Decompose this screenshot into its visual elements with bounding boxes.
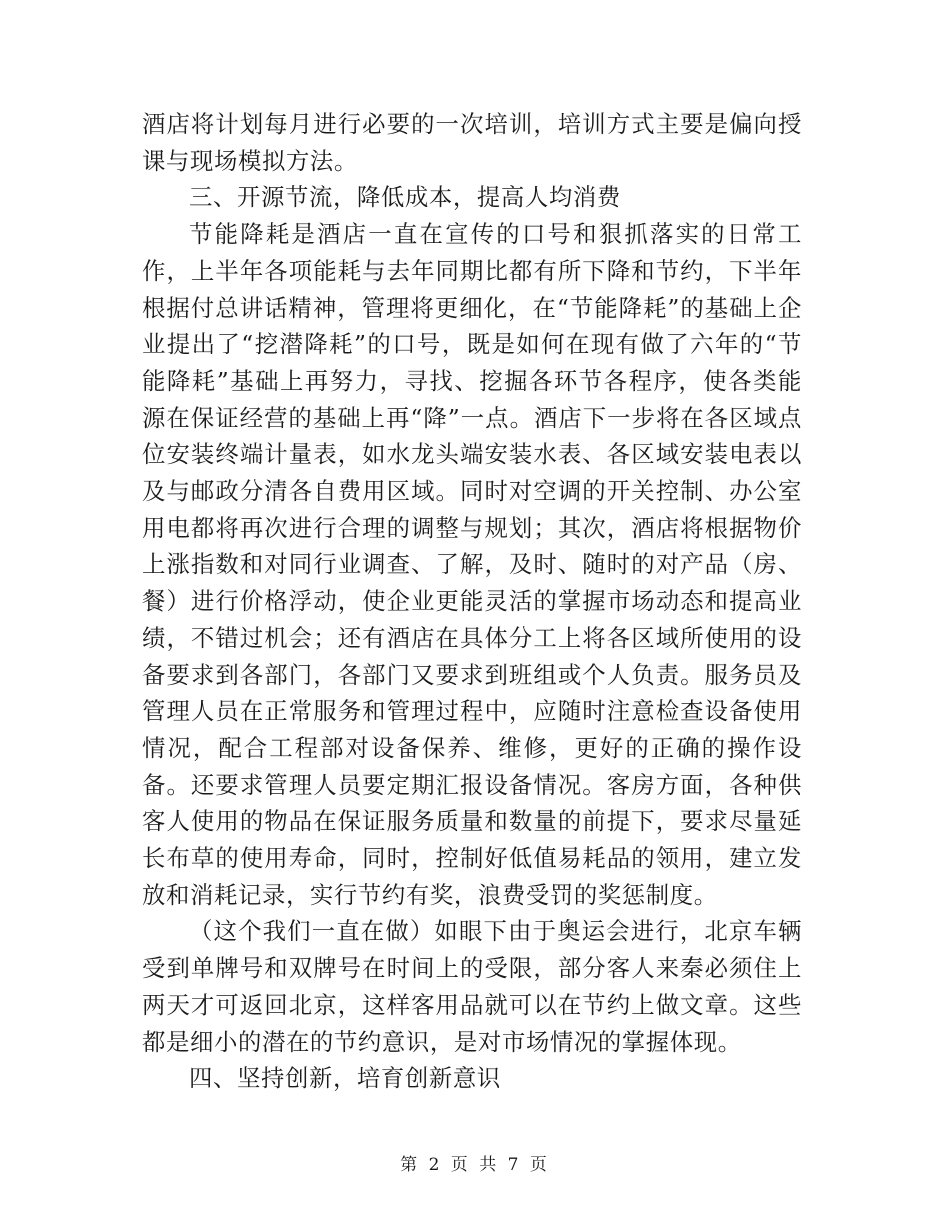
section-heading-cost-reduction: 三、开源节流，降低成本，提高人均消费 [189, 183, 621, 212]
paragraph-energy-saving: 节能降耗是酒店一直在宣传的口号和狠抓落实的日常工作，上半年各项能耗与去年同期比都有所下降和节约，下半年根据付总讲话精神，管理将更细化，在“节能降耗”的基础上企业提出了“挖潜降耗”的口号，既是如何在现有做了六年的“节能降耗”基础上再努力，寻找、挖掘各环节各程序，使各类能源在保证经营的基础上再“降”一点。酒店下一步将在各区域点位安装终端计量表，如水龙头端安装水表、各区域安装电表以及与邮政分清各自费用区域。同时对空调的开关控制、办公室用电都将再次进行合理的调整与规划；其次，酒店将根据物价上涨指数和对同行业调查、了解，及时、随时的对产品（房、餐）进行价格浮动，使企业更能灵活的掌握市场动态和提高业绩，不错过机会；还有酒店在具体分工上将各区域所使用的设备要求到各部门，各部门又要求到班组或个人负责。服务员及管理人员在正常服务和管理过程中，应随时注意检查设备使用情况，配合工程部对设备保养、维修，更好的正确的操作设备。还要求管理人员要定期汇报设备情况。客房方面，各种供客人使用的物品在保证服务质量和数量的前提下，要求尽量延长布草的使用寿命，同时，控制好低值易耗品的领用，建立发放和消耗记录，实行节约有奖，浪费受罚的奖惩制度。 [142, 220, 802, 909]
document-body [142, 106, 802, 1097]
section-heading-innovation: 四、坚持创新，培育创新意识 [189, 1064, 501, 1093]
page-number-footer: 第 2 页 共 7 页 [400, 1155, 550, 1175]
paragraph-olympics-example: （这个我们一直在做）如眼下由于奥运会进行，北京车辆受到单牌号和双牌号在时间上的受限，部分客人来秦必须住上两天才可返回北京，这样客用品就可以在节约上做文章。这些都是细小的潜在的节约意识，是对市场情况的掌握体现。 [142, 917, 802, 1056]
paragraph-training-method: 酒店将计划每月进行必要的一次培训，培训方式主要是偏向授课与现场模拟方法。 [142, 110, 802, 175]
